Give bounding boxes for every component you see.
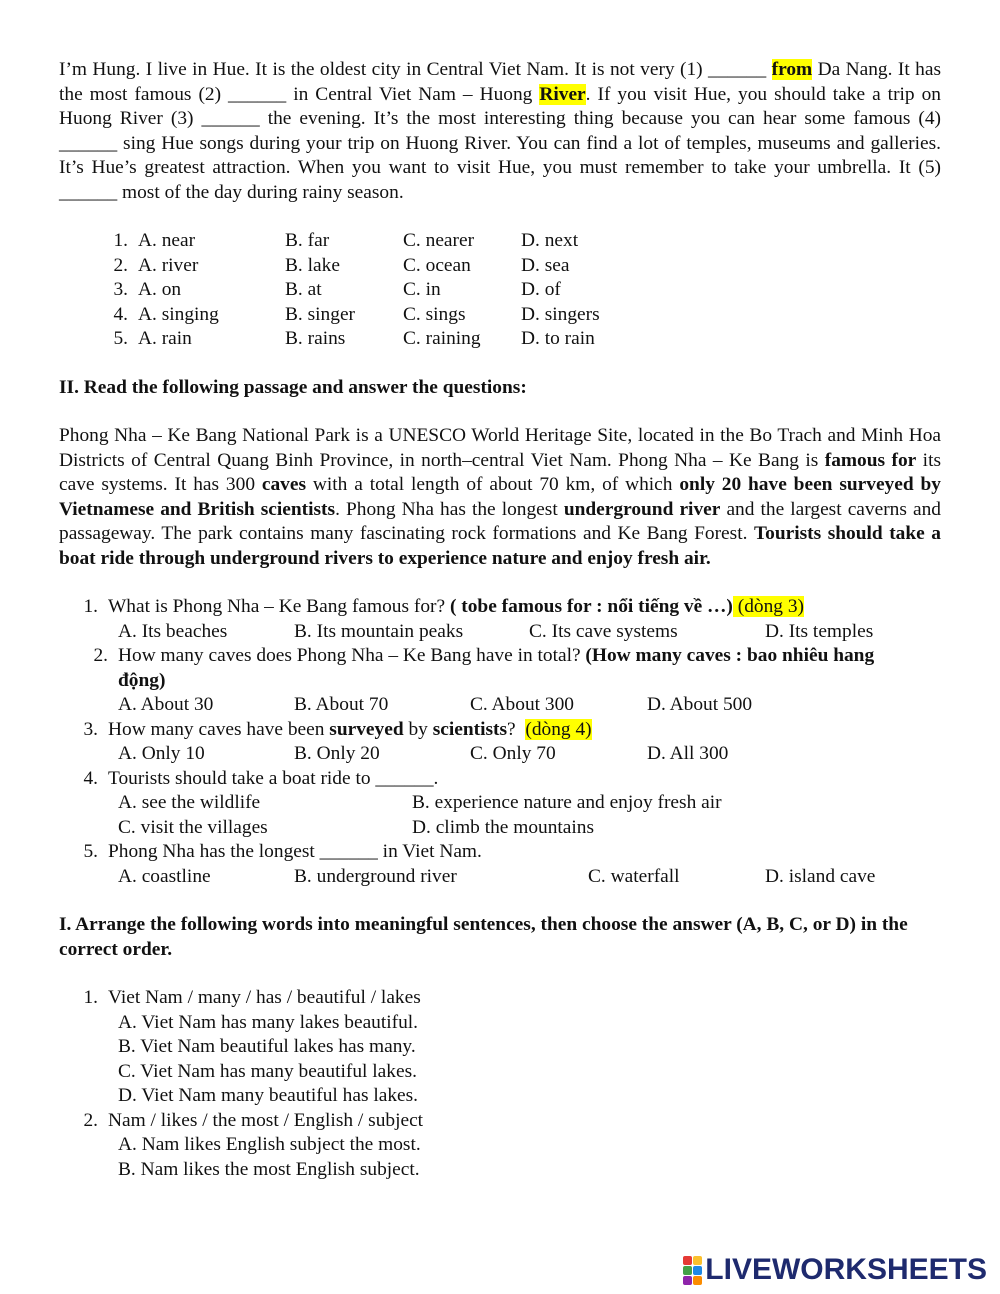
passage-text: Phong Nha – Ke Bang National Park is a UNESCO World Heritage Site, located in the Bo Trach and Minh Hoa Districts of Central Quang Binh Province, in north–central Viet Nam. Phong Nha – Ke Bang is — [59, 425, 941, 471]
logo-blocks-icon — [683, 1256, 702, 1285]
option-row — [59, 254, 941, 279]
option-a[interactable]: A. Viet Nam has many lakes beautiful. — [118, 1011, 419, 1033]
question-number: 2. — [93, 645, 108, 666]
question-number: 3. — [83, 718, 98, 740]
liveworksheets-logo — [683, 1253, 987, 1287]
option-c[interactable]: C. ocean — [403, 254, 471, 276]
passage-text: . If you visit Hue, you should take a trip on Huong River (3) ______ the evening. It’s the most interesting thing because you can hear some famous (4) ______ sing Hue songs during your trip on Huong River. You can find a lot of temples, museums and galleries. It’s Hue’s greatest attraction. When you want to visit Hue, you must remember to take your umbrella. It (5) ______ most of the day during rainy season. — [59, 83, 941, 203]
option-b[interactable]: B. singer — [285, 303, 356, 325]
option-a[interactable]: A. near — [138, 230, 196, 251]
passage-text: and the largest caverns and passageway. The park contains many fascinating rock formations and Ke Bang Forest. — [59, 498, 941, 544]
passage-text: with a total length of about 70 km, of which — [306, 474, 680, 495]
option-b[interactable]: B. experience nature and enjoy fresh air — [412, 792, 722, 813]
option-d[interactable]: D. to rain — [521, 328, 595, 349]
option-a[interactable]: A. Its beaches — [118, 620, 228, 642]
option-d[interactable]: D. climb the mountains — [412, 816, 595, 838]
option-b[interactable]: B. Nam likes the most English subject. — [118, 1158, 420, 1180]
passage-text: Da Nang. It has the most famous (2) ______ in Central Viet Nam – Huong — [59, 59, 941, 105]
question-5-options — [59, 865, 941, 890]
option-row — [59, 303, 941, 328]
question-4-options-row1 — [59, 791, 941, 816]
option-number: 2. — [113, 254, 128, 276]
option-b[interactable]: B. About 70 — [294, 694, 389, 715]
arrange-item-2 — [59, 1109, 941, 1134]
passage-bold: underground river — [563, 498, 721, 520]
question-4-options-row2 — [59, 816, 941, 841]
passage-text: its cave systems. It has 300 — [59, 449, 942, 495]
option-b[interactable]: B. underground river — [294, 865, 457, 887]
question-bold: scientists — [432, 718, 508, 740]
option-a[interactable]: A. Only 10 — [118, 743, 205, 764]
option-b[interactable]: B. Its mountain peaks — [294, 620, 464, 642]
option-d[interactable]: D. Its temples — [765, 620, 874, 642]
line-hint: (dòng 4) — [525, 718, 592, 740]
option-row — [59, 278, 941, 303]
question-hint-bold: ( tobe famous for : nổi tiếng về …) — [449, 596, 733, 617]
arrange-prompt: Nam / likes / the most / English / subject — [108, 1109, 424, 1131]
question-number: 1. — [83, 987, 98, 1008]
option-b[interactable]: B. far — [285, 230, 330, 251]
question-text: by — [403, 718, 433, 740]
option-a[interactable]: A. coastline — [118, 865, 211, 887]
option-c[interactable]: C. About 300 — [470, 694, 574, 715]
question-text: ? — [507, 718, 526, 740]
question-text: How many caves does Phong Nha – Ke Bang have in total? — [118, 645, 586, 666]
passage-bold: Tourists should take a boat ride through underground rivers to experience nature and enjoy fresh air. — [59, 523, 941, 569]
passage-hue — [59, 58, 941, 205]
passage-text: . Phong Nha has the longest — [335, 498, 564, 520]
question-number: 2. — [83, 1109, 98, 1131]
option-d[interactable]: D. next — [521, 230, 579, 251]
option-a[interactable]: A. Nam likes English subject the most. — [118, 1134, 421, 1155]
section-heading-reading: II. Read the following passage and answer the questions: — [59, 376, 527, 398]
question-5 — [59, 840, 941, 865]
option-b[interactable]: B. at — [285, 279, 322, 300]
arrange-prompt: Viet Nam / many / has / beautiful / lakes — [108, 987, 421, 1008]
highlight-river: River — [539, 83, 586, 105]
passage-bold: only 20 have been surveyed by Vietnamese and British scientists — [59, 474, 941, 520]
passage-phong-nha — [59, 424, 941, 571]
option-c[interactable]: C. Viet Nam has many beautiful lakes. — [118, 1060, 417, 1082]
option-c[interactable]: C. Only 70 — [470, 743, 556, 764]
option-d[interactable]: D. All 300 — [647, 743, 729, 764]
question-3 — [59, 718, 941, 743]
question-4 — [59, 767, 941, 792]
option-c[interactable]: C. raining — [403, 328, 481, 349]
option-number: 1. — [113, 230, 128, 251]
option-a[interactable]: A. About 30 — [118, 694, 214, 715]
option-d[interactable]: D. of — [521, 279, 561, 300]
logo-text: LIVEWORKSHEETS — [705, 1253, 987, 1286]
option-b[interactable]: B. Viet Nam beautiful lakes has many. — [118, 1036, 416, 1057]
question-2 — [59, 644, 941, 693]
section-heading-arrange: I. Arrange the following words into meaningful sentences, then choose the answer (A, B, C, or D) in the correct order. — [59, 914, 908, 960]
question-text: Phong Nha has the longest ______ in Viet Nam. — [108, 841, 482, 862]
question-number: 4. — [83, 767, 98, 789]
option-number: 3. — [113, 279, 128, 300]
question-number: 1. — [83, 596, 98, 617]
reading-questions — [59, 595, 941, 889]
option-b[interactable]: B. Only 20 — [294, 743, 380, 764]
highlight-from: from — [771, 59, 813, 80]
option-c[interactable]: C. Its cave systems — [529, 620, 678, 642]
line-hint: (dòng 3) — [732, 596, 804, 617]
option-b[interactable]: B. lake — [285, 254, 340, 276]
question-2-options — [59, 693, 941, 718]
option-a[interactable]: A. singing — [138, 303, 219, 325]
option-d[interactable]: D. About 500 — [647, 694, 753, 715]
option-a[interactable]: A. see the wildlife — [118, 792, 261, 813]
arrange-item-1 — [59, 986, 941, 1011]
option-d[interactable]: D. Viet Nam many beautiful has lakes. — [118, 1085, 419, 1106]
option-a[interactable]: A. river — [138, 254, 199, 276]
option-number: 4. — [113, 303, 128, 325]
question-text: Tourists should take a boat ride to ______. — [108, 767, 439, 789]
question-hint-bold: (How many caves : bao nhiêu hang động) — [118, 645, 875, 691]
option-row — [59, 327, 941, 352]
option-d[interactable]: D. sea — [521, 254, 570, 276]
question-text: What is Phong Nha – Ke Bang famous for? — [108, 596, 450, 617]
option-row — [59, 229, 941, 254]
option-d[interactable]: D. island cave — [765, 865, 876, 887]
option-c[interactable]: C. waterfall — [588, 865, 680, 887]
worksheet-page — [59, 58, 941, 1182]
question-number: 5. — [83, 841, 98, 862]
question-1 — [59, 595, 941, 620]
option-c[interactable]: C. visit the villages — [118, 816, 268, 838]
question-bold: surveyed — [329, 718, 404, 740]
passage-text: I’m Hung. I live in Hue. It is the oldest city in Central Viet Nam. It is not very (1) ______ — [59, 59, 772, 80]
options-list-1 — [59, 229, 941, 352]
passage-bold: famous for — [824, 449, 917, 471]
option-c[interactable]: C. in — [403, 279, 441, 300]
option-a[interactable]: A. rain — [138, 328, 192, 349]
passage-bold: caves — [261, 474, 307, 495]
option-number: 5. — [113, 328, 128, 349]
arrange-questions — [59, 986, 941, 1182]
option-c[interactable]: C. sings — [403, 303, 466, 325]
question-3-options — [59, 742, 941, 767]
option-b[interactable]: B. rains — [285, 328, 346, 349]
option-c[interactable]: C. nearer — [403, 230, 475, 251]
option-a[interactable]: A. on — [138, 279, 182, 300]
question-text: How many caves have been — [108, 718, 330, 740]
question-1-options — [59, 620, 941, 645]
option-d[interactable]: D. singers — [521, 303, 600, 325]
